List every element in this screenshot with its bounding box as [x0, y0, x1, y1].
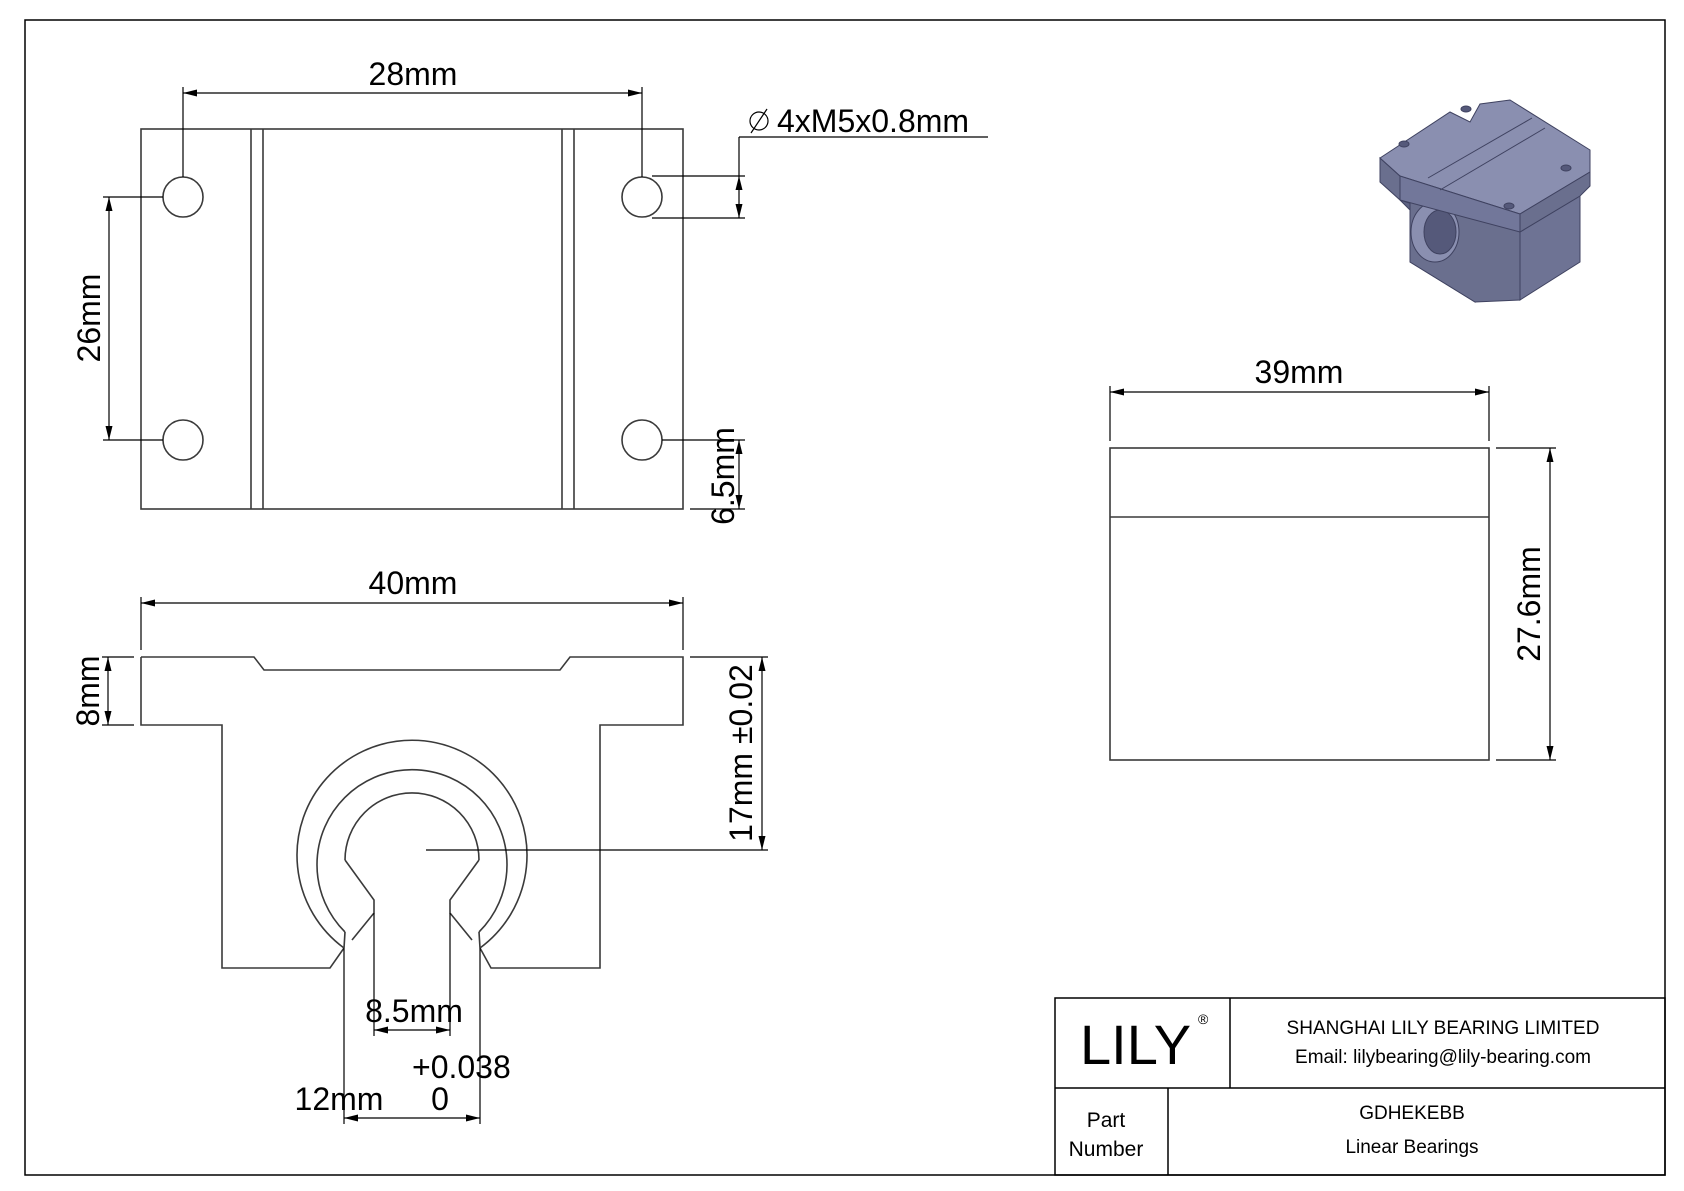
top-width-label: 28mm — [368, 56, 458, 92]
side-height-label: 27.6mm — [1511, 546, 1547, 662]
bore-label: 12mm — [294, 1081, 384, 1117]
center-height-label: 17mm ±0.02 — [723, 664, 759, 842]
edge-label: 6.5mm — [705, 427, 741, 525]
part-number: GDHEKEBB — [1359, 1103, 1465, 1124]
logo-registered-mark: ® — [1198, 1011, 1209, 1027]
side-width-label: 39mm — [1254, 354, 1344, 390]
company-name: SHANGHAI LILY BEARING LIMITED — [1286, 1018, 1600, 1039]
company-email: Email: lilybearing@lily-bearing.com — [1295, 1047, 1591, 1068]
slot-label: 8.5mm — [365, 993, 463, 1029]
company-logo: LILY — [1080, 1013, 1192, 1076]
tolerance-upper: +0.038 — [412, 1049, 511, 1085]
flange-label: 8mm — [70, 655, 106, 727]
side-view-outline — [1110, 448, 1489, 760]
isometric-preview — [1380, 100, 1590, 302]
hole-label: 4xM5x0.8mm — [777, 103, 970, 139]
part-type: Linear Bearings — [1345, 1137, 1479, 1158]
top-view — [141, 129, 683, 509]
tolerance-lower: 0 — [431, 1081, 449, 1117]
top-view-dimensions — [103, 87, 988, 509]
mount-hole — [163, 177, 203, 217]
part-label-line1: Part — [1086, 1109, 1126, 1132]
front-view-dimensions — [102, 597, 768, 1124]
top-height-label: 26mm — [71, 273, 107, 363]
top-view-outline — [141, 129, 683, 509]
mount-hole — [163, 420, 203, 460]
part-label-line2: Number — [1068, 1138, 1144, 1161]
mount-hole — [622, 177, 662, 217]
mount-hole — [622, 420, 662, 460]
side-view — [1110, 448, 1489, 760]
bushing-outer — [297, 740, 527, 948]
front-width-label: 40mm — [368, 565, 458, 601]
front-view — [141, 657, 683, 968]
